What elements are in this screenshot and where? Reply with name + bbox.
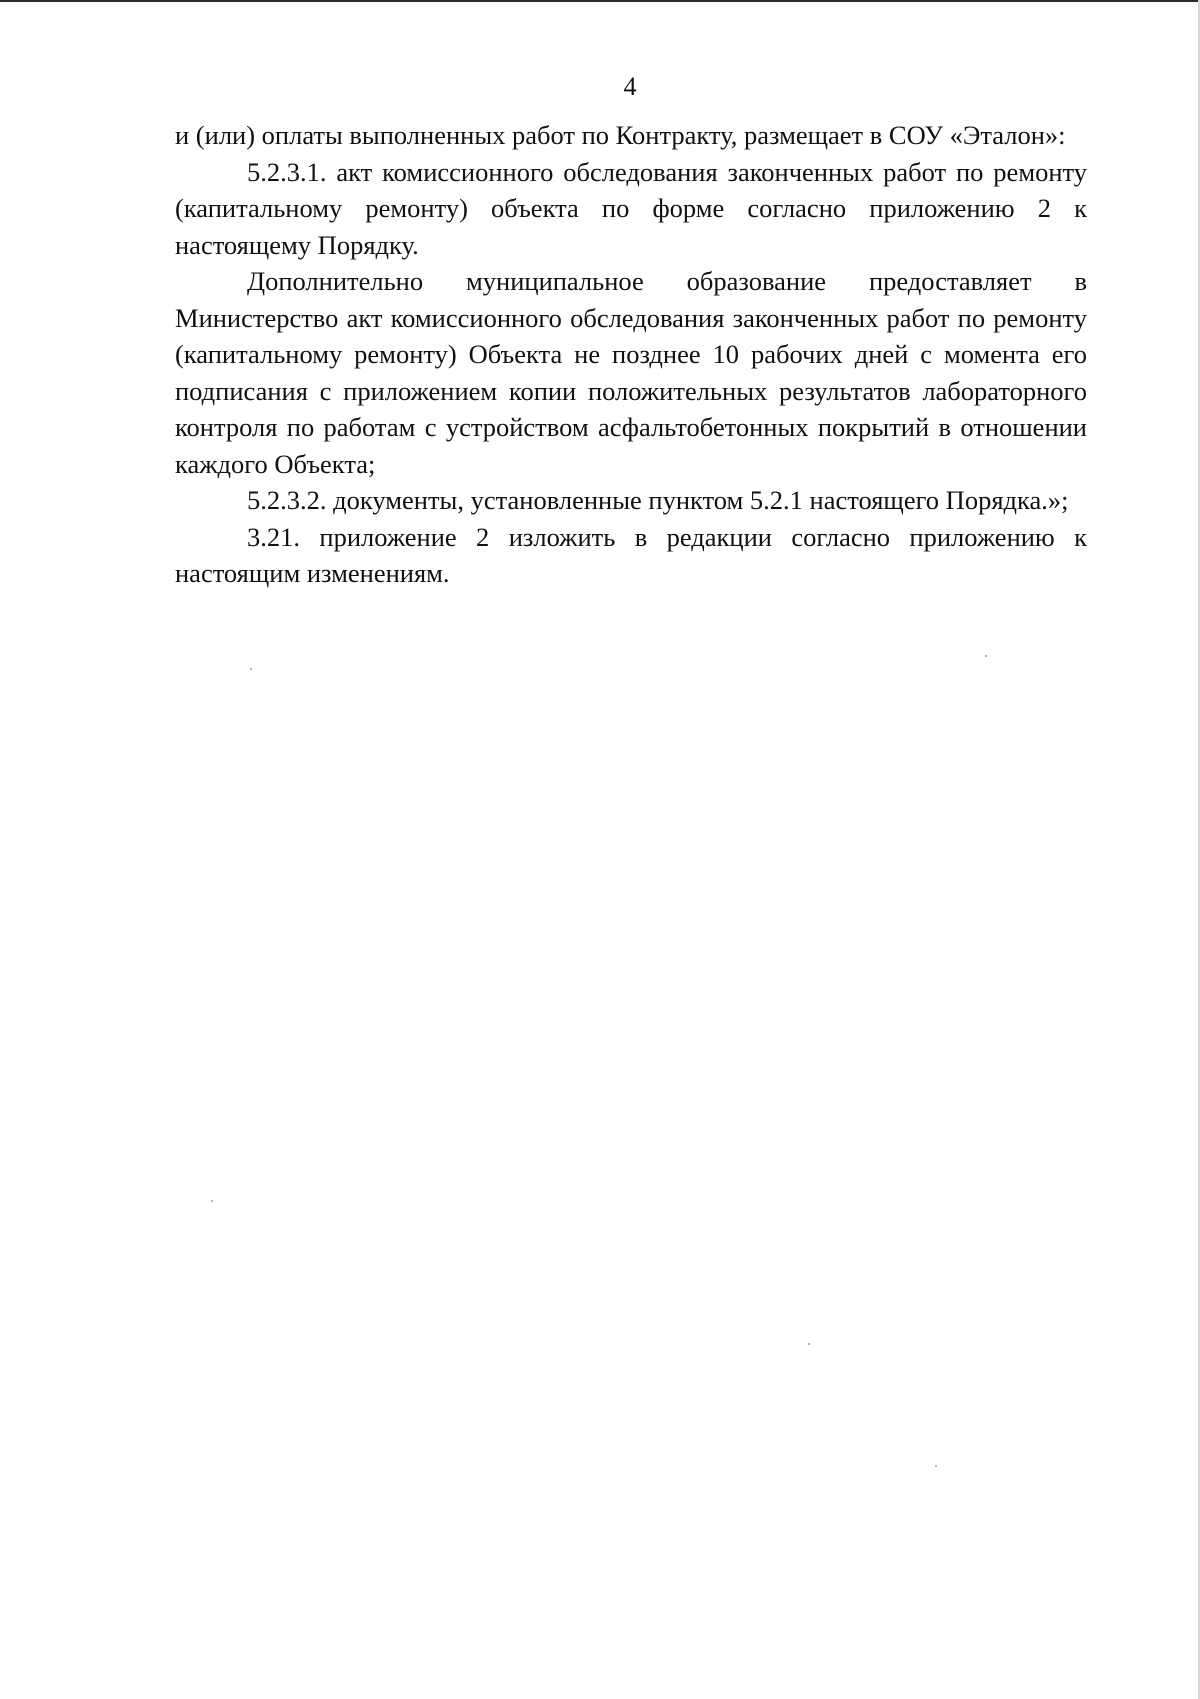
scan-speck <box>250 668 252 670</box>
scan-speck <box>211 1200 213 1202</box>
paragraph-additional: Дополнительно муниципальное образование предоставляет в Министерство акт комиссионного обследования законченных работ по ремонту (капитальному ремонту) Объекта не позднее 10 рабочих дней с момента его подписания с приложением копии положительных результатов лабораторного контроля по работам с устройством асфальтобетонных покрытий в отношении каждого Объекта; <box>175 266 1087 479</box>
paragraph-continuation: и (или) оплаты выполненных работ по Контракту, размещает в СОУ «Эталон»: <box>175 120 1066 150</box>
paragraph-3-21: 3.21. приложение 2 изложить в редакции согласно приложению к настоящим изменениям. <box>175 521 1087 588</box>
paragraph-5-2-3-2: 5.2.3.2. документы, установленные пунктом 5.2.1 настоящего Порядка.»; <box>247 485 1069 515</box>
scan-top-edge <box>0 0 1200 2</box>
document-body <box>175 117 1087 592</box>
scan-speck <box>808 1343 810 1345</box>
paragraph-5-2-3-1: 5.2.3.1. акт комиссионного обследования законченных работ по ремонту (капитальному ремонту) объекта по форме согласно приложению 2 к настоящему Порядку. <box>175 156 1087 260</box>
scan-speck <box>935 1465 937 1467</box>
scan-speck <box>985 655 987 657</box>
page-number: 4 <box>623 72 637 101</box>
